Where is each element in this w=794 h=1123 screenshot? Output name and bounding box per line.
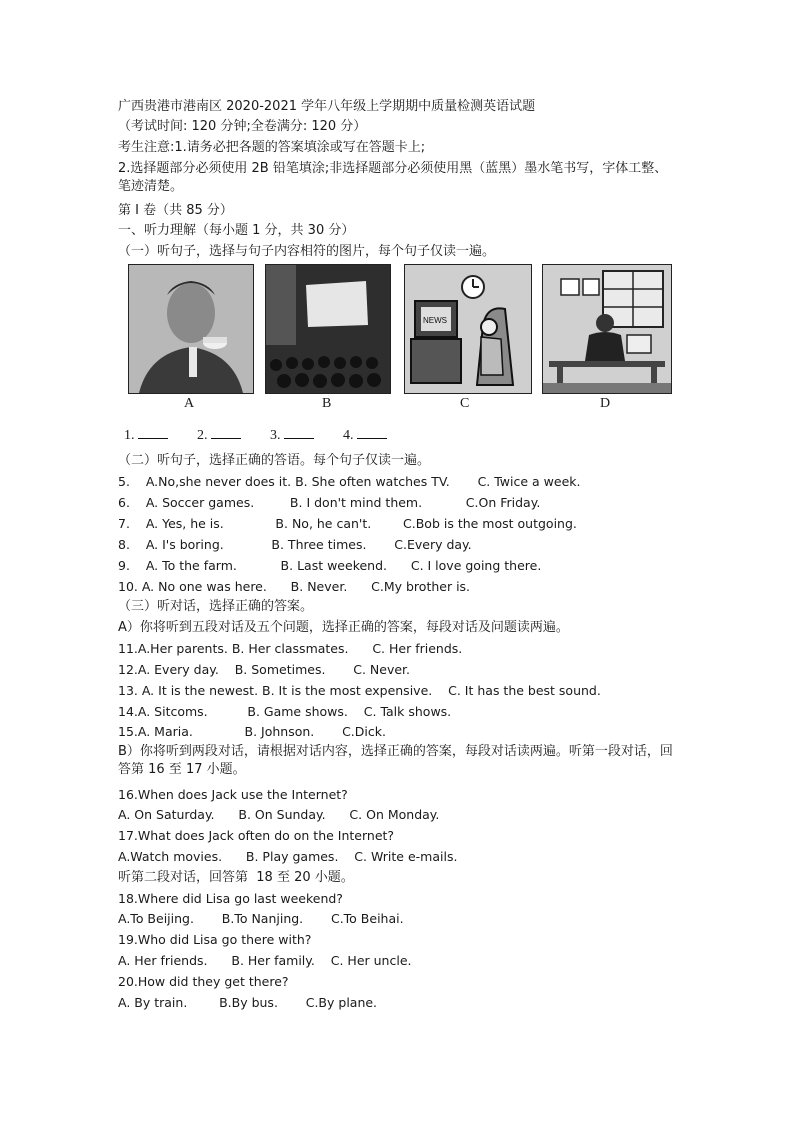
question-7: 7. A. Yes, he is. B. No, he can't. C.Bob is the most outgoing. <box>118 516 577 531</box>
question-18-options: A.To Beijing. B.To Nanjing. C.To Beihai. <box>118 911 404 926</box>
part3-a-instruction: A）你将听到五段对话及五个问题，选择正确的答案，每段对话及问题读两遍。 <box>118 620 569 635</box>
answer-blank-4[interactable] <box>357 426 387 439</box>
picture-label-c: C <box>460 396 470 411</box>
picture-answer-blanks <box>124 426 413 444</box>
question-20-options: A. By train. B.By bus. C.By plane. <box>118 995 378 1010</box>
question-9: 9. A. To the farm. B. Last weekend. C. I love going there. <box>118 558 542 573</box>
picture-label-a: A <box>184 396 195 411</box>
exam-time-note: （考试时间: 120 分钟;全卷满分: 120 分） <box>118 119 367 134</box>
question-11: 11.A.Her parents. B. Her classmates. C. Her friends. <box>118 641 463 656</box>
answer-blank-1[interactable] <box>138 426 168 439</box>
question-10: 10. A. No one was here. B. Never. C.My brother is. <box>118 579 471 594</box>
dialogue-2-instruction: 听第二段对话，回答第 18 至 20 小题。 <box>118 870 354 885</box>
part3-b-instruction: B）你将听到两段对话，请根据对话内容，选择正确的答案，每段对话读两遍。听第一段对话，回答第 16 至 17 小题。 <box>118 744 673 777</box>
part1-instruction: （一）听句子，选择与句子内容相符的图片，每个句子仅读一遍。 <box>118 244 496 259</box>
cinema-audience-photo <box>265 264 391 394</box>
question-6: 6. A. Soccer games. B. I don't mind them. C.On Friday. <box>118 495 541 510</box>
blank-label-3: 3. <box>270 428 281 443</box>
blank-label-4: 4. <box>343 428 354 443</box>
question-19: 19.Who did Lisa go there with? <box>118 932 312 947</box>
part3-instruction: （三）听对话，选择正确的答案。 <box>118 599 314 614</box>
man-drinking-tea-photo <box>128 264 254 394</box>
question-12: 12.A. Every day. B. Sometimes. C. Never. <box>118 662 411 677</box>
section-heading: 一、听力理解（每小题 1 分，共 30 分） <box>118 223 355 238</box>
question-14: 14.A. Sitcoms. B. Game shows. C. Talk shows. <box>118 704 452 719</box>
question-13: 13. A. It is the newest. B. It is the most expensive. C. It has the best sound. <box>118 683 601 698</box>
question-8: 8. A. I's boring. B. Three times. C.Every day. <box>118 537 472 552</box>
question-15: 15.A. Maria. B. Johnson. C.Dick. <box>118 724 386 739</box>
part2-instruction: （二）听句子，选择正确的答语。每个句子仅读一遍。 <box>118 453 431 468</box>
question-16: 16.When does Jack use the Internet? <box>118 787 348 802</box>
volume-heading: 第 I 卷（共 85 分） <box>118 203 233 218</box>
question-5: 5. A.No,she never does it. B. She often watches TV. C. Twice a week. <box>118 474 581 489</box>
svg-text:NEWS: NEWS <box>423 316 447 325</box>
picture-label-b: B <box>322 396 332 411</box>
question-16-options: A. On Saturday. B. On Sunday. C. On Monday. <box>118 807 440 822</box>
picture-label-d: D <box>600 396 611 411</box>
question-17-options: A.Watch movies. B. Play games. C. Write e-mails. <box>118 849 458 864</box>
question-19-options: A. Her friends. B. Her family. C. Her uncle. <box>118 953 412 968</box>
exam-title: 广西贵港市港南区 2020-2021 学年八年级上学期期中质量检测英语试题 <box>118 99 536 114</box>
answer-blank-2[interactable] <box>211 426 241 439</box>
question-18: 18.Where did Lisa go last weekend? <box>118 891 343 906</box>
man-at-desk-computer-drawing <box>542 264 672 394</box>
man-watching-tv-news-drawing <box>404 264 532 394</box>
notice-line-2: 2.选择题部分必须使用 2B 铅笔填涂;非选择题部分必须使用黑（蓝黑）墨水笔书写，字体工整、笔迹清楚。 <box>118 161 668 194</box>
question-20: 20.How did they get there? <box>118 974 289 989</box>
blank-label-1: 1. <box>124 428 135 443</box>
blank-label-2: 2. <box>197 428 208 443</box>
answer-blank-3[interactable] <box>284 426 314 439</box>
question-17: 17.What does Jack often do on the Internet? <box>118 828 395 843</box>
notice-line-1: 考生注意:1.请务必把各题的答案填涂或写在答题卡上; <box>118 140 426 155</box>
